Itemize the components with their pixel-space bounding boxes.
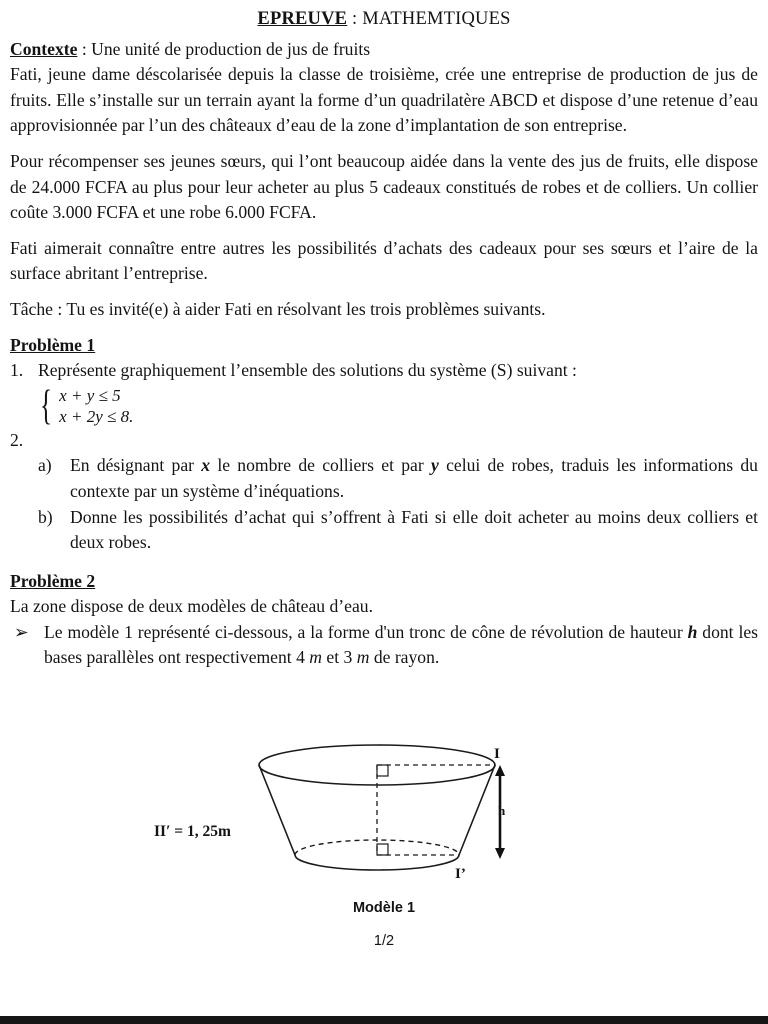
question-number: 1. — [10, 360, 24, 381]
unit-m: m — [309, 647, 322, 668]
system-line-2: x + 2y ≤ 8. — [59, 406, 134, 426]
variable-y: y — [431, 455, 439, 476]
bottom-bar — [0, 1016, 768, 1024]
text-part: de rayon. — [369, 647, 440, 668]
text-part: celui de robes, traduis les informations du contexte par un système d’inéquations. — [70, 455, 758, 501]
page-title — [10, 7, 758, 33]
context-paragraph-3: Fati aimerait connaître entre autres les possibilités d’achats des cadeaux pour ses sœurs et l’aire de la surface abritant l’entreprise. — [10, 237, 758, 284]
text-part: le nombre de colliers et par — [210, 455, 431, 476]
variable-h: h — [687, 621, 698, 642]
label-I-prime: I’ — [455, 866, 466, 882]
problem1-question-2 — [10, 428, 758, 454]
label-I: I — [494, 746, 500, 762]
right-angle-mark-top — [377, 765, 388, 776]
height-arrow-head-bottom — [495, 848, 505, 859]
sub-label: b) — [38, 506, 53, 527]
sub-text — [70, 453, 758, 504]
title-bold: EPREUVE — [257, 9, 348, 29]
task-statement: Tâche : Tu es invité(e) à aider Fati en résolvant les trois problèmes suivants. — [10, 298, 546, 319]
exam-page — [10, 7, 758, 671]
spacer — [10, 556, 758, 569]
question-2b — [38, 505, 758, 556]
problem2-bullet — [10, 620, 758, 671]
brace-symbol: { — [40, 382, 53, 429]
context-paragraph-2: Pour récompenser ses jeunes sœurs, qui l’ont beaucoup aidée dans la vente des jus de fruits, elle dispose de 24.000 FCFA au plus pour leur acheter au plus 5 cadeaux constitués de robes et de colliers. Un collier coûte 3.000 FCFA et une robe 6.000 FCFA. — [10, 150, 758, 223]
system-lines — [59, 385, 133, 427]
sub-label: a) — [38, 455, 52, 476]
unit-m: m — [356, 647, 370, 668]
question-text: Représente graphiquement l’ensemble des solutions du système (S) suivant : — [38, 360, 577, 381]
context-paragraph-1: Fati, jeune dame déscolarisée depuis la classe de troisième, crée une entreprise de production de jus de fruits. Elle s’installe sur un terrain ayant la forme d’un quadrilatère ABCD et dispose d’une retenue d’eau approvisionnée par l’un des châteaux d’eau de la zone d’implantation de son entreprise. — [10, 64, 758, 136]
problem2-intro: La zone dispose de deux modèles de château d’eau. — [10, 596, 373, 617]
problem1-heading: Problème 1 — [10, 334, 96, 355]
context-subtitle: : Une unité de production de jus de fruits — [77, 38, 371, 59]
text-part: En désignant par — [70, 455, 202, 476]
title-rest: : MATHEMTIQUES — [347, 9, 511, 29]
text-part: Le modèle 1 représenté ci-dessous, a la forme d'un tronc de cône de révolution de hauteur — [44, 621, 688, 642]
system-line-1: x + y ≤ 5 — [59, 385, 121, 405]
label-h: h — [498, 803, 506, 818]
sub-text: Donne les possibilités d’achat qui s’offrent à Fati si elle doit acheter au moins deux colliers et deux robes. — [70, 506, 758, 553]
figure-caption: Modèle 1 — [352, 900, 416, 916]
text-part: dont les bases parallèles ont respectivement 4 — [44, 621, 758, 668]
text-part: et 3 — [322, 647, 357, 668]
label-II-prime-length: II′ = 1, 25m — [154, 823, 231, 840]
right-angle-mark-bottom — [377, 844, 388, 855]
bullet-text — [44, 620, 758, 671]
question-2a — [38, 453, 758, 504]
problem1-question-1 — [10, 358, 758, 384]
spacer — [10, 287, 758, 297]
problem2-heading: Problème 2 — [10, 570, 96, 591]
question-number: 2. — [10, 429, 24, 450]
frustum-diagram — [130, 740, 530, 890]
spacer — [10, 226, 758, 236]
variable-x: x — [201, 455, 211, 476]
context-heading: Contexte — [10, 38, 78, 59]
page-number: 1/2 — [373, 933, 395, 949]
arrow-bullet-icon: ➢ — [14, 621, 29, 642]
spacer — [10, 139, 758, 149]
inequality-system — [36, 384, 758, 428]
bottom-base-front-arc — [295, 855, 459, 870]
spacer — [10, 323, 758, 333]
context-heading-line — [10, 37, 758, 63]
